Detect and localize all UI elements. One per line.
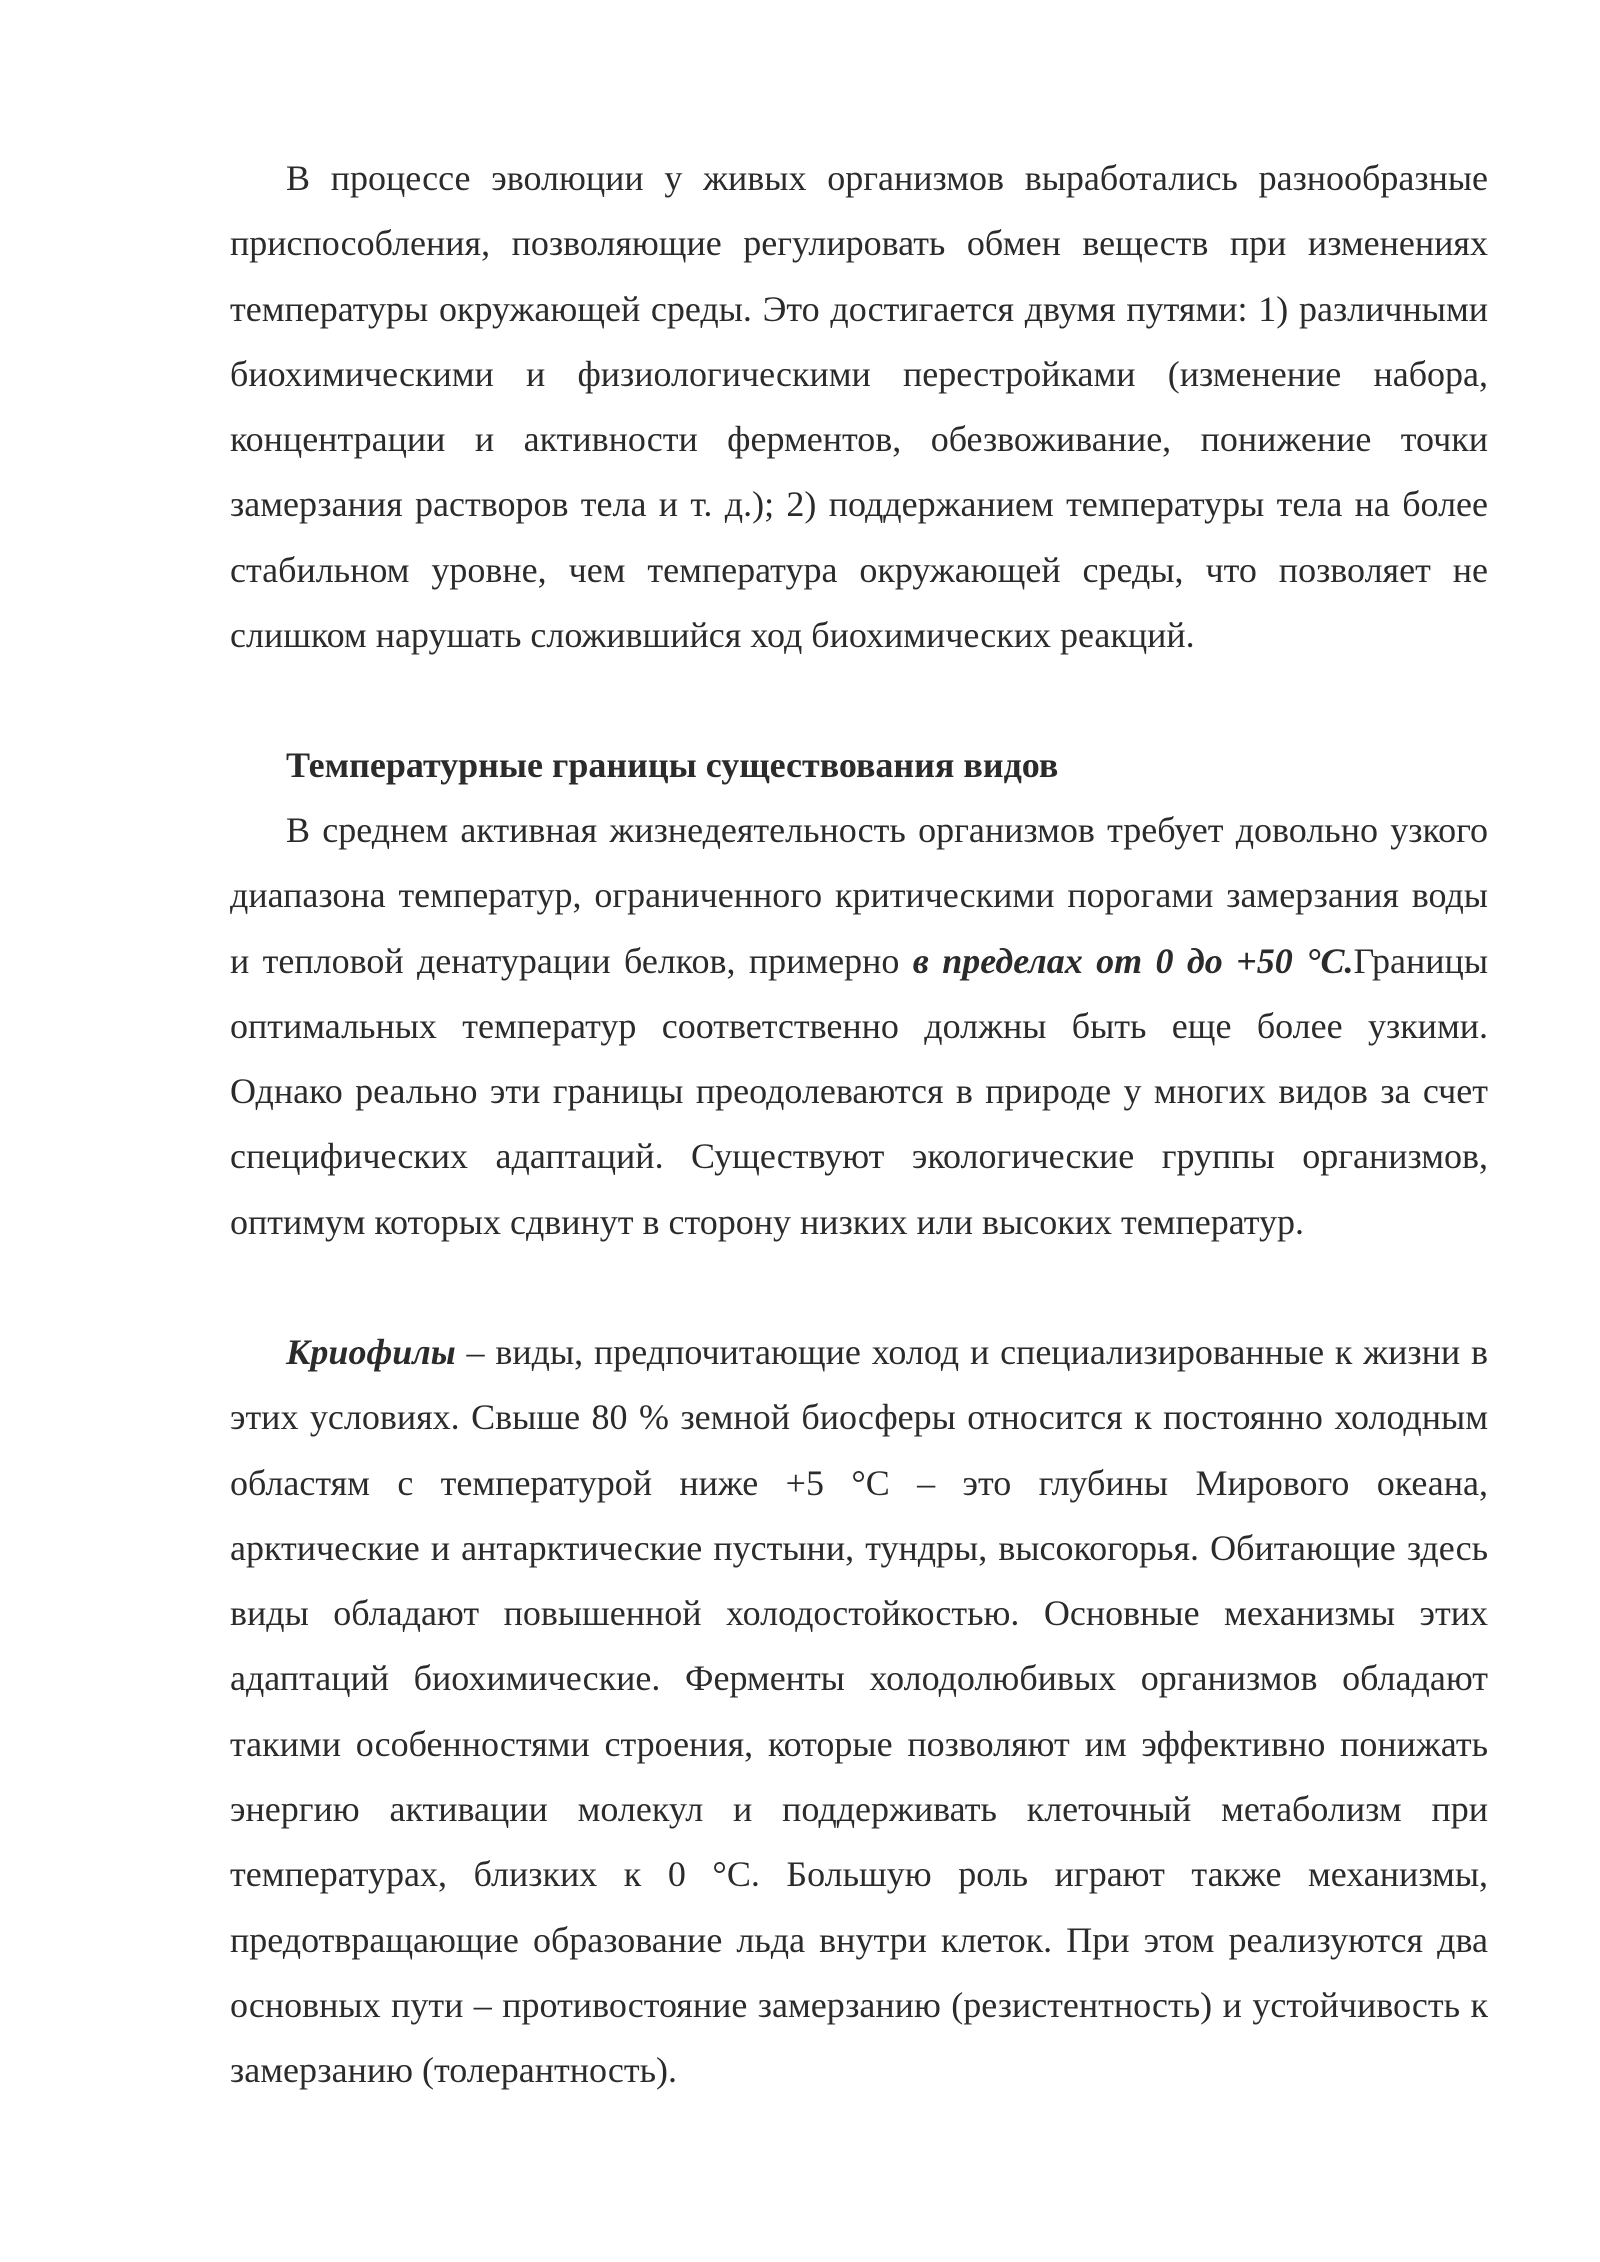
paragraph-2-text: [230, 798, 1488, 1255]
paragraph-3-body: – виды, предпочитающие холод и специализированные к жизни в этих условиях. Свыше 80 % земной биосферы относится к постоянно холодным областям с температурой ниже +5 °С – это глубины Мирового океана, арктические и антарктические пустыни, тундры, высокогорья. Обитающие здесь виды обладают повышенной холодостойкостью. Основные механизмы этих адаптаций биохимические. Ферменты холодолюбивых организмов обладают такими особенностями строения, которые позволяют им эффективно понижать энергию активации молекул и поддерживать клеточный метаболизм при температурах, близких к 0 °С. Большую роль играют также механизмы, предотвращающие образование льда внутри клеток. При этом реализуются два основных пути – противостояние замерзанию (резистентность) и устойчивость к замерзанию (толерантность).: [230, 1332, 1488, 2091]
paragraph-1-text: В процессе эволюции у живых организмов выработались разнообразные приспособления, позволяющие регулировать обмен веществ при изменениях температуры окружающей среды. Это достигается двумя путями: 1) различными биохимическими и физиологическими перестройками (изменение набора, концентрации и активности ферментов, обезвоживание, понижение точки замерзания растворов тела и т. д.); 2) поддержанием температуры тела на более стабильном уровне, чем температура окружающей среды, что позволяет не слишком нарушать сложившийся ход биохимических реакций.: [230, 158, 1488, 656]
paragraph-cryophiles: [230, 1320, 1488, 2104]
temperature-range-emphasis: в пределах от 0 до +50 °С.: [912, 940, 1354, 981]
paragraph-2-text-before: В среднем активная жизнедеятельность организмов требует довольно узкого диапазона температур, ограниченного критическими порогами замерзания воды и тепловой денатурации белков, примерно: [230, 810, 1488, 981]
cryophiles-term: Криофилы: [286, 1332, 456, 1372]
paragraph-3-text: [230, 1320, 1488, 2104]
section-heading: Температурные границы существования видов: [286, 745, 1059, 785]
paragraph-evolution-adaptations: [230, 146, 1488, 668]
paragraph-2-text-after: Границы оптимальных температур соответственно должны быть еще более узкими. Однако реально эти границы преодолеваются в природе у многих видов за счет специфических адаптаций. Существуют экологические группы организмов, оптимум которых сдвинут в сторону низких или высоких температур.: [230, 940, 1489, 1242]
paragraph-temperature-limits: [230, 798, 1488, 1255]
